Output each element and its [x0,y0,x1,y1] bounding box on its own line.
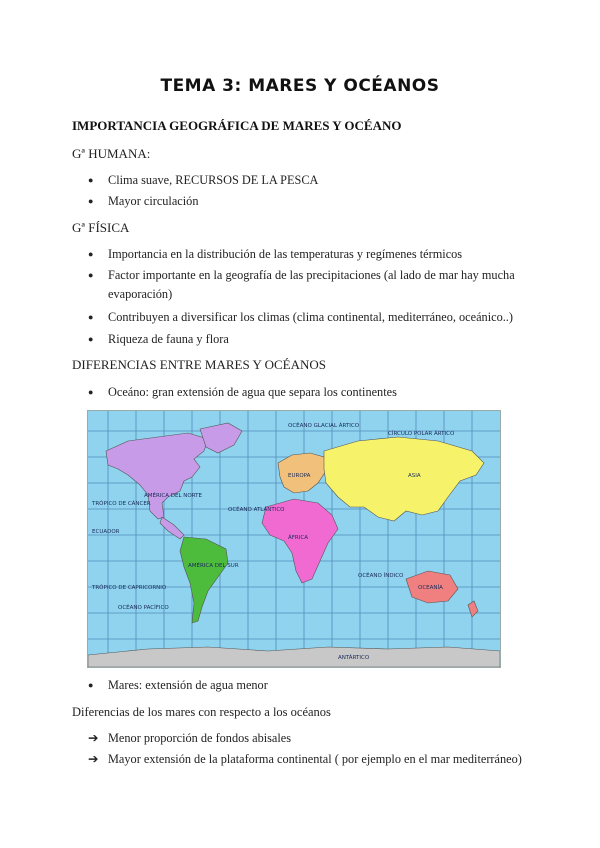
bullet-icon: ● [88,196,94,206]
world-map [87,410,501,668]
list-item-text: Factor importante en la geografía de las precipitaciones (al lado de mar hay mucha evaporación) [108,268,515,301]
label-oceania: OCEANÍA [418,585,443,591]
label-pacific: OCÉANO PACÍFICO [118,605,169,611]
label-africa: ÁFRICA [288,535,308,541]
section-heading-diferencias: DIFERENCIAS ENTRE MARES Y OCÉANOS [72,357,326,372]
label-artic-ocean: OCÉANO GLACIAL ÁRTICO [288,423,360,429]
diff-label: Diferencias de los mares con respecto a los océanos [72,705,331,719]
label-equator: ECUADOR [92,529,120,535]
list-item-text: Mayor extensión de la plataforma continental ( por ejemplo en el mar mediterráneo) [108,752,522,766]
label-north-america: AMÉRICA DEL NORTE [144,493,202,499]
label-indian: OCÉANO ÍNDICO [358,573,404,579]
bullet-icon: ● [88,175,94,185]
list-item-text: Contribuyen a diversificar los climas (clima continental, mediterráneo, oceánico..) [108,310,513,324]
world-map-graphic [88,411,500,667]
bullet-icon: ● [88,270,94,280]
list-item-text: Clima suave, RECURSOS DE LA PESCA [108,173,319,187]
subheading-fisica: Gª FÍSICA [72,220,130,235]
label-south-america: AMÉRICA DEL SUR [188,563,239,569]
label-capricorn: TRÓPICO DE CAPRICORNIO [92,585,167,591]
arrow-right-icon: ➔ [88,752,99,766]
antarctica-shape [88,647,500,667]
list-item-text: Mayor circulación [108,194,199,208]
arrow-right-icon: ➔ [88,731,99,745]
label-arctic-circle: CÍRCULO POLAR ÁRTICO [388,431,455,437]
bullet-icon: ● [88,334,94,344]
bullet-icon: ● [88,312,94,322]
section-heading-importancia: IMPORTANCIA GEOGRÁFICA DE MARES Y OCÉANO [72,118,402,133]
bullet-icon: ● [88,680,94,690]
bullet-icon: ● [88,249,94,259]
label-antarctic: ANTÁRTICO [338,655,370,661]
list-item-text: Riqueza de fauna y flora [108,332,229,346]
label-cancer: TRÓPICO DE CÁNCER [92,501,151,507]
bullet-icon: ● [88,387,94,397]
list-item-text: Menor proporción de fondos abisales [108,731,292,745]
label-asia: ASIA [408,473,421,479]
list-item-text: Importancia en la distribución de las temperaturas y regímenes térmicos [108,247,463,261]
label-europe: EUROPA [288,473,311,479]
label-atlantic: OCÉANO ATLÁNTICO [228,507,285,513]
list-item-text: Mares: extensión de agua menor [108,678,268,692]
page-title: TEMA 3: MARES Y OCÉANOS [160,76,440,96]
subheading-humana: Gª HUMANA: [72,146,151,161]
list-item-text: Oceáno: gran extensión de agua que separa los continentes [108,385,397,399]
